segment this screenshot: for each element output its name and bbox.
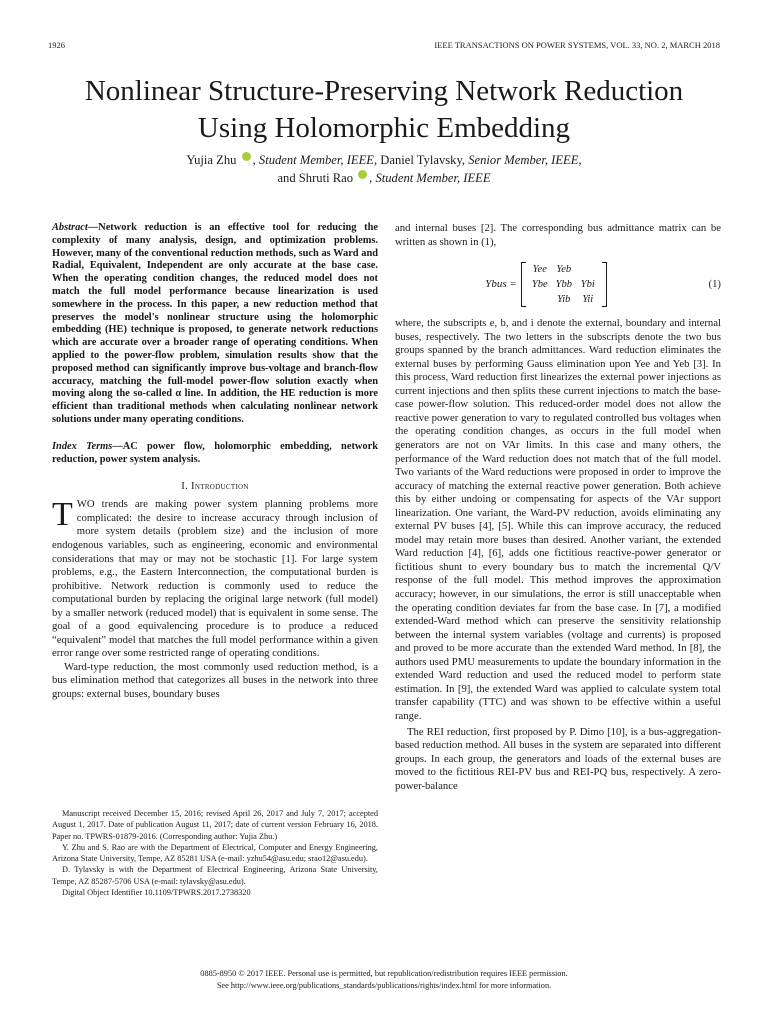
left-column	[52, 222, 378, 702]
intro-paragraph-2: Ward-type reduction, the most commonly used reduction method, is a bus elimination method that categorizes all buses in the network into three groups: external buses, boundary buses	[52, 660, 378, 700]
orcid-icon[interactable]	[358, 170, 367, 179]
author-role-rao: , Student Member, IEEE	[369, 171, 491, 185]
index-terms	[52, 441, 378, 467]
matrix-cell: Ybe	[531, 278, 548, 290]
copyright-line-1: 0885-8950 © 2017 IEEE. Personal use is permitted, but republication/redistribution requires IEEE permission.	[200, 969, 568, 978]
matrix-row-2	[528, 277, 600, 292]
matrix-row-1	[528, 262, 600, 277]
abstract-lead: Abstract	[52, 222, 88, 233]
page-number: 1926	[48, 40, 65, 50]
footnote-manuscript: Manuscript received December 15, 2016; revised April 26, 2017 and July 7, 2017; accepted August 1, 2017. Date of publication August 11, 2017; date of current version February 16, 2018. Paper no. TPWRS-01879-2016. (Corresponding author: Yujia Zhu.)	[52, 809, 378, 841]
matrix-cell: Ybi	[580, 278, 595, 290]
matrix-row-3	[528, 292, 600, 307]
matrix-cell: Yee	[532, 263, 547, 275]
equation-1	[395, 257, 721, 311]
matrix-cell: Yii	[582, 293, 594, 305]
section-heading-introduction	[52, 480, 378, 492]
right-paragraph-1: and internal buses [2]. The corresponding bus admittance matrix can be written as shown in (1),	[395, 222, 721, 248]
footnote-affiliation-2: D. Tylavsky is with the Department of Electrical Engineering, Arizona State University, Tempe, AZ 85287-5706 USA (e-mail: tylavsky@asu.edu).	[52, 865, 378, 886]
author-name-zhu: Yujia Zhu	[186, 153, 237, 167]
footnote-doi: Digital Object Identifier 10.1109/TPWRS.2017.2738320	[62, 888, 251, 898]
index-terms-lead: Index Terms	[52, 440, 113, 452]
title-line-2: Using Holomorphic Embedding	[197, 112, 571, 144]
paper-title	[40, 73, 728, 147]
abstract-text: —Network reduction is an effective tool for reducing the complexity of many analysis, design, and optimization problems. However, many of the conventional reduction methods, such as Ward and Radial, Equivalent, Independent are only accurate at the base case. When the operating condition changes, the reduced model does not match the full model performance because linearization is used somewhere in the process. In this paper, a new reduction method that preserves the model's nonlinear structure using the holomorphic embedding (HE) technique is proposed, to generate network reductions which are accurate over a broader range of operating conditions. When applied to the power-flow problem, simulation results show that the proposed method can significantly improve bus-voltage and branch-flow accuracy, matching the full-model power-flow solution exactly when moving along the so-called α line. In addition, the HE reduction is more efficient than traditional methods when calculating nonlinear network solutions under many operating conditions.	[52, 222, 378, 425]
author-line-2	[60, 169, 708, 187]
intro-paragraph-1	[52, 498, 378, 661]
running-header	[48, 40, 720, 50]
index-terms-text: —AC power flow, holomorphic embedding, network reduction, power system analysis.	[52, 440, 378, 465]
matrix-cell: Yeb	[556, 263, 572, 275]
matrix-cell	[528, 292, 552, 307]
right-paragraph-3: The REI reduction, first proposed by P. Dimo [10], is a bus-aggregation-based reduction method. All buses in the system are separated into different groups. In each group, the generators and loads of the external buses are moved to the fictitious REI-PV bus and REI-PQ bus, respectively. A zero-power-balance	[395, 725, 721, 792]
journal-header: IEEE TRANSACTIONS ON POWER SYSTEMS, VOL. 33, NO. 2, MARCH 2018	[434, 40, 720, 50]
abstract	[52, 222, 378, 427]
author-name-rao: and Shruti Rao	[277, 171, 354, 185]
matrix-cell: Ybb	[555, 278, 572, 290]
matrix-cell: Yib	[557, 293, 571, 305]
admittance-matrix	[521, 262, 607, 307]
copyright-notice	[48, 968, 720, 991]
equation-number: (1)	[708, 278, 721, 291]
author-role-zhu: , Student Member, IEEE,	[252, 153, 378, 167]
title-line-1: Nonlinear Structure-Preserving Network Reduction	[84, 75, 684, 107]
author-name-tylavsky: Daniel Tylavsky,	[377, 153, 466, 167]
right-column	[395, 222, 721, 793]
footnote-block	[52, 808, 378, 898]
copyright-line-2: See http://www.ieee.org/publications_standards/publications/rights/index.html for more information.	[216, 980, 552, 990]
section-title: Introduction	[191, 480, 249, 493]
section-numeral: I.	[181, 480, 189, 493]
matrix-cell	[576, 262, 600, 277]
author-line-1	[60, 151, 708, 169]
intro-paragraph-1-text: WO trends are making power system planning problems more complicated: the desire to increase accuracy through inclusion of more system details (problem size) and the inclusion of more endogenous variables, such as engineering, economic and environmental considerations that may or may not be stochastic [1]. For large system problems, e.g., the Eastern Interconnection, the computational burden is prohibitive. Network reduction is commonly used to reduce the computational burden by replacing the original large network (full model) by a smaller network (reduced model) that is equivalent in some sense. The goal of a good equivalencing procedure is to produce a reduced “equivalent” model that matches the full model performance within a given error range over some restricted range of operating conditions.	[52, 498, 378, 660]
footnote-affiliation-1: Y. Zhu and S. Rao are with the Department of Electrical, Computer and Energy Engineering, Arizona State University, Tempe, AZ 85281 USA (e-mail: yzhu54@asu.edu; srao12@asu.edu).	[52, 842, 378, 864]
orcid-icon[interactable]	[242, 152, 251, 161]
right-paragraph-2: where, the subscripts e, b, and i denote the external, boundary and internal buses, respectively. The two letters in the subscripts denote the two bus groups spanned by the branch admittances. Ward reduction eliminates the external buses by performing Gauss elimination upon Yee and Yeb [3]. In this process, Ward reduction first linearizes the external power injections as current injections and then splits these current injections to match the base-case power-flow solution. This reduced-order model does not allow the reactive power generation to vary to regulated controlled bus voltages when the operating condition changes, as occurs in the full model when generators are not on VAr limits. In this case and many others, the performance of the Ward reduction does not match that of the full model. Two variants of the Ward reductions were proposed in order to improve the accuracy of matching the external reactive power generation. Both achieve this by either undoing or compensating for aspects of the VAr support linearization. One variant, the Ward-PV reduction, avoids eliminating any external PV buses [4], [5]. While this can improve accuracy, the reduced model may retain more buses than desired. Another variant, the extended Ward reduction [4], [6], adds one fictitious reactive-power generator or fictitious shunt to every boundary bus to match the incremental Q/V response of the full model. This method improves the approximation accuracy; however, in our simulations, the error is still unacceptable when the operating condition deviates far from the base case. In [7], a modified extended-Ward method which can preserve the sensitivity relationship between the internal system variables (voltage and currents) is proposed and proved to be more accurate than the extended Ward method. In [8], the authors used PMU measurements to update the boundary information in the extended Ward reduction and used the reduced model to perform state estimation. In [9], the extended Ward was applied to calculate system total transfer capability (TTC) and was shown to be effective within a useful range.	[395, 317, 721, 722]
author-block	[60, 151, 708, 187]
equation-lhs: Ybus =	[485, 278, 517, 291]
equation-body	[395, 262, 697, 307]
drop-cap: T	[52, 496, 73, 534]
author-role-tylavsky: Senior Member, IEEE,	[465, 153, 582, 167]
